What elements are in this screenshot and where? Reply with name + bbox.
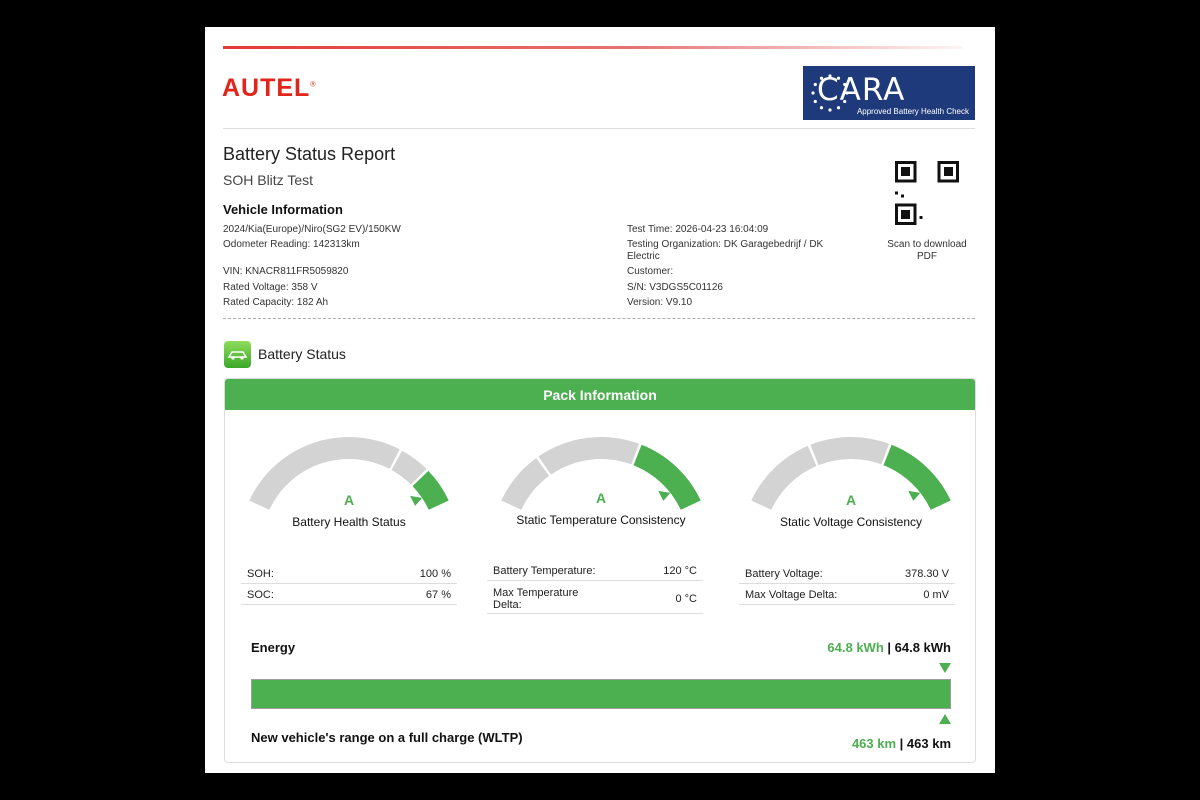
voltage-consistency-title: Static Voltage Consistency (779, 515, 923, 529)
metric-value: 0 mV (923, 589, 949, 601)
metric-value: 120 °C (663, 565, 697, 577)
section-divider (223, 318, 975, 319)
vin: VIN: KNACR811FR5059820 (223, 266, 349, 277)
energy-value (827, 640, 951, 655)
serial-number: S/N: V3DGS5C01126 (627, 282, 723, 293)
gauge-segment (810, 437, 889, 465)
header-divider (223, 128, 975, 129)
range-value (852, 736, 951, 751)
report-page (205, 27, 995, 773)
metric-label: SOH: (247, 568, 274, 580)
table-row (241, 584, 457, 605)
energy-label: Energy (251, 640, 296, 655)
energy-nominal: 64.8 kWh (894, 640, 951, 655)
range-nominal: 463 km (906, 736, 951, 751)
testing-organization-cont: Electric (627, 251, 660, 262)
gauge-segment (538, 437, 639, 475)
odometer-reading: Odometer Reading: 142313km (223, 239, 360, 250)
metric-label: Max Temperature Delta: (493, 587, 579, 611)
report-title: Battery Status Report (223, 144, 396, 164)
table-row (739, 563, 955, 584)
metric-value: 100 % (419, 568, 451, 580)
rated-capacity: Rated Capacity: 182 Ah (223, 297, 329, 308)
test-time: Test Time: 2026-04-23 16:04:09 (627, 224, 769, 235)
software-version: Version: V9.10 (627, 297, 693, 308)
qr-caption (875, 239, 979, 263)
battery-health-title: Battery Health Status (292, 515, 406, 529)
logo-registered-mark: ® (310, 81, 317, 89)
energy-separator: | (883, 640, 895, 655)
temperature-consistency-title: Static Temperature Consistency (516, 513, 686, 527)
temperature-metrics (487, 560, 703, 614)
logo-text: AUTEL (222, 74, 311, 102)
rated-voltage: Rated Voltage: 358 V (223, 282, 318, 293)
vehicle-model: 2024/Kia(Europe)/Niro(SG2 EV)/150KW (223, 224, 401, 235)
temperature-consistency-grade: A (595, 490, 607, 506)
voltage-consistency-gauge (743, 429, 959, 539)
autel-logo (222, 74, 317, 103)
qr-code-icon[interactable] (895, 161, 959, 225)
table-row (241, 563, 457, 584)
battery-health-grade: A (343, 492, 355, 508)
testing-organization: Testing Organization: DK Garagebedrijf / DK (627, 239, 824, 250)
report-subtitle: SOH Blitz Test (223, 172, 313, 188)
range-current: 463 km (851, 736, 897, 751)
star-icon (828, 108, 831, 111)
voltage-consistency-grade: A (845, 492, 857, 508)
battery-car-icon (224, 341, 251, 368)
header-accent-line (223, 46, 963, 49)
energy-bar (251, 679, 951, 709)
metric-label: Battery Temperature: (493, 565, 596, 577)
battery-health-metrics (241, 563, 457, 605)
range-label: New vehicle's range on a full charge (WLTP) (251, 730, 523, 745)
cara-tagline: Approved Battery Health Check (856, 107, 969, 116)
energy-marker-down-icon (939, 663, 951, 673)
qr-caption-line2: PDF (917, 251, 937, 262)
qr-caption-line1: Scan to download (887, 239, 967, 250)
energy-current: 64.8 kWh (827, 640, 884, 655)
voltage-metrics (739, 563, 955, 605)
range-separator: | (896, 736, 907, 751)
metric-label: Max Voltage Delta: (745, 589, 838, 601)
cara-name: CARA (817, 72, 906, 108)
energy-bar-fill (252, 680, 950, 708)
metric-label: Battery Voltage: (745, 568, 823, 580)
table-row (487, 581, 703, 614)
metric-label: SOC: (247, 589, 274, 601)
cara-badge (803, 66, 975, 120)
table-row (487, 560, 703, 581)
star-icon (811, 91, 814, 94)
metric-value: 67 % (425, 589, 451, 601)
temperature-consistency-gauge (493, 429, 709, 539)
energy-marker-up-icon (939, 714, 951, 724)
table-row (739, 584, 955, 605)
customer: Customer: (627, 266, 674, 277)
energy-section (245, 631, 957, 756)
vehicle-info-heading: Vehicle Information (223, 202, 343, 217)
battery-status-label: Battery Status (258, 346, 346, 362)
pack-information-card (224, 378, 976, 763)
pack-information-header: Pack Information (225, 379, 975, 410)
metric-value: 0 °C (675, 593, 697, 605)
metric-value: 378.30 V (904, 568, 949, 580)
battery-health-gauge (241, 429, 457, 539)
